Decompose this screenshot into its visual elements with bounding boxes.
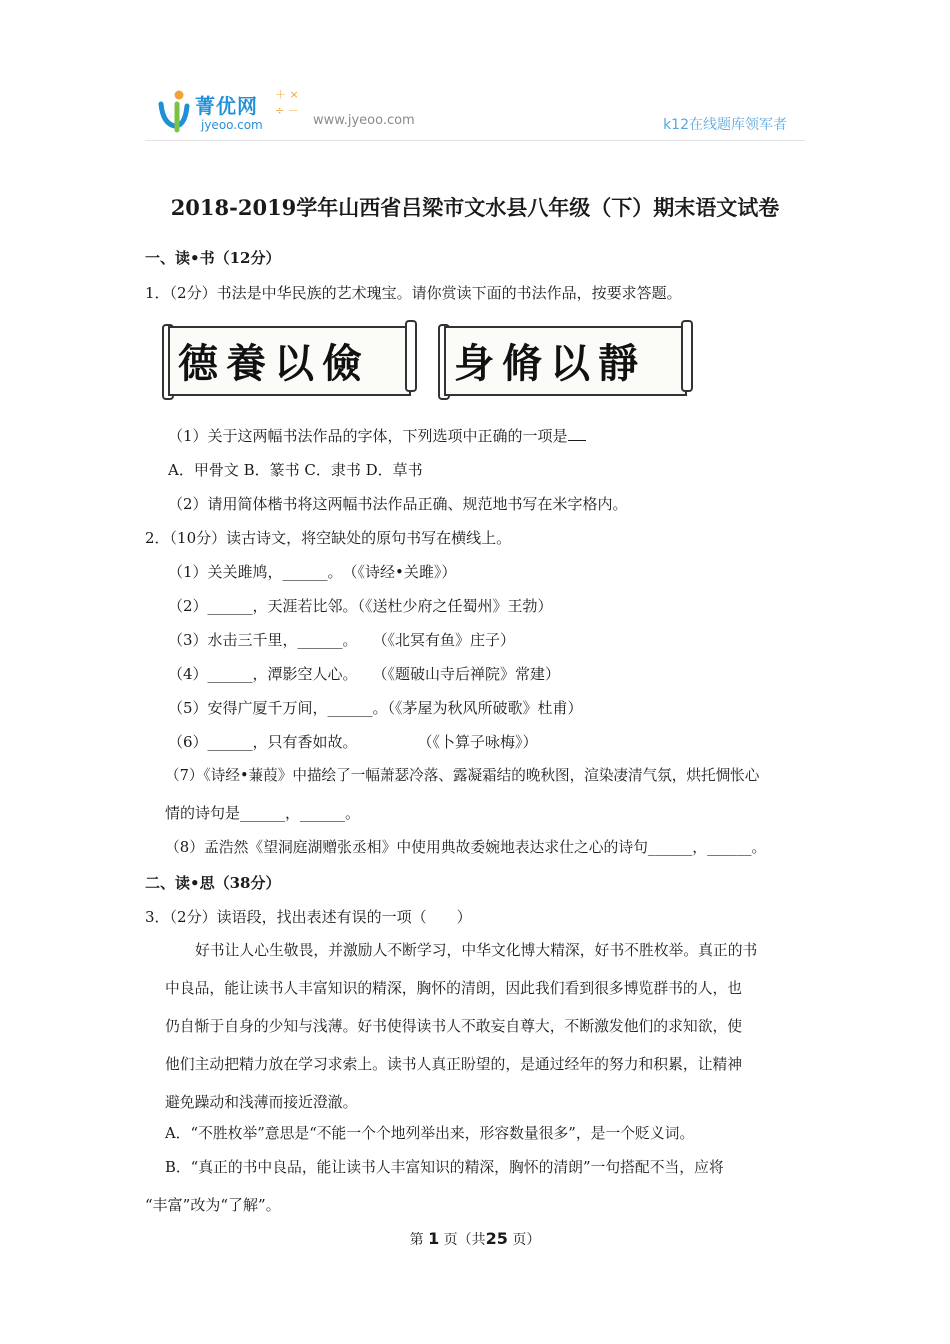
calligraphy-text-2: 身脩以靜 xyxy=(454,340,646,387)
question-2-item: （7）《诗经•蒹葭》中描绘了一幅萧瑟冷落、露凝霜结的晚秋图，渲染凄清气氛，烘托惆怅心 xyxy=(165,767,760,784)
question-1-sub-1 xyxy=(168,426,586,446)
question-1-stem: 1．（2分）书法是中华民族的艺术瑰宝。请你赏读下面的书法作品，按要求答题。 xyxy=(145,284,682,302)
passage-line: 仍自惭于自身的少知与浅薄。好书使得读书人不敢妄自尊大，不断激发他们的求知欲，使 xyxy=(165,1018,743,1035)
question-3-option-b-cont: “丰富”改为“了解”。 xyxy=(145,1196,281,1214)
question-2-item: 情的诗句是______，______。 xyxy=(165,804,361,822)
answer-blank[interactable] xyxy=(568,426,586,441)
question-3-stem: 3．（2分）读语段，找出表述有误的一项（ ） xyxy=(145,908,472,926)
footer-middle: 页（共 xyxy=(443,1232,486,1248)
question-3-option-b: B．“真正的书中良品，能让读书人丰富知识的精深，胸怀的清朗”一句搭配不当，应将 xyxy=(165,1159,724,1176)
page-footer xyxy=(0,1229,950,1249)
total-pages: 25 xyxy=(485,1229,508,1248)
calligraphy-scroll-2 xyxy=(438,318,693,402)
question-2-item: （1）关关雎鸠，______。 （《诗经•关雎》） xyxy=(168,563,457,581)
calligraphy-scroll-1 xyxy=(162,318,417,402)
slogan: k12在线题库领军者 xyxy=(663,117,787,133)
logo-chinese-name: 菁优网 xyxy=(195,94,258,118)
question-2-item: （3）水击三千里，______。 （《北冥有鱼》庄子） xyxy=(168,631,516,649)
question-2-stem: 2．（10分）读古诗文，将空缺处的原句书写在横线上。 xyxy=(145,529,512,547)
math-signs-icon: ＋ × ÷ － xyxy=(275,88,299,117)
page-number: 1 xyxy=(428,1229,440,1248)
passage-line: 避免躁动和浅薄而接近澄澈。 xyxy=(165,1094,358,1111)
passage-line: 中良品，能让读书人丰富知识的精深，胸怀的清朗，因此我们看到很多博览群书的人，也 xyxy=(165,980,743,997)
section-2-heading: 二、读•思（38分） xyxy=(145,874,281,892)
question-1-sub-2: （2）请用简体楷书将这两幅书法作品正确、规范地书写在米字格内。 xyxy=(168,495,628,513)
logo-domain: jyeoo.com xyxy=(201,118,263,132)
jyeoo-logo-icon xyxy=(157,86,191,134)
exam-title: 2018-2019学年山西省吕梁市文水县八年级（下）期末语文试卷 xyxy=(170,195,780,220)
site-url[interactable]: www.jyeoo.com xyxy=(313,113,415,128)
footer-prefix: 第 xyxy=(409,1232,424,1248)
page-header xyxy=(145,82,805,141)
question-2-item: （5）安得广厦千万间，______。（《茅屋为秋风所破歌》杜甫） xyxy=(168,699,583,717)
passage-line: 他们主动把精力放在学习求索上。读书人真正盼望的，是通过经年的努力和积累，让精神 xyxy=(165,1056,743,1073)
question-2-item: （2）______，天涯若比邻。（《送杜少府之任蜀州》王勃） xyxy=(168,597,553,615)
question-2-item: （8）孟浩然《望洞庭湖赠张丞相》中使用典故委婉地表达求仕之心的诗句______，______。 xyxy=(165,839,767,856)
footer-suffix: 页） xyxy=(512,1232,541,1248)
section-1-heading: 一、读•书（12分） xyxy=(145,249,281,267)
calligraphy-images xyxy=(162,318,702,408)
question-1-options: A．甲骨文 B．篆书 C．隶书 D．草书 xyxy=(168,461,423,479)
question-3-option-a: A．“不胜枚举”意思是“不能一个个地列举出来，形容数量很多”，是一个贬义词。 xyxy=(165,1125,695,1142)
calligraphy-text-1: 德養以儉 xyxy=(178,340,370,387)
sub-1-text: （1）关于这两幅书法作品的字体，下列选项中正确的一项是 xyxy=(168,427,568,445)
question-2-item: （6）______，只有香如故。 （《卜算子咏梅》） xyxy=(168,733,538,751)
passage-line: 好书让人心生敬畏，并激励人不断学习，中华文化博大精深，好书不胜枚举。真正的书 xyxy=(195,942,758,959)
question-2-item: （4）______，潭影空人心。 （《题破山寺后禅院》常建） xyxy=(168,665,561,683)
